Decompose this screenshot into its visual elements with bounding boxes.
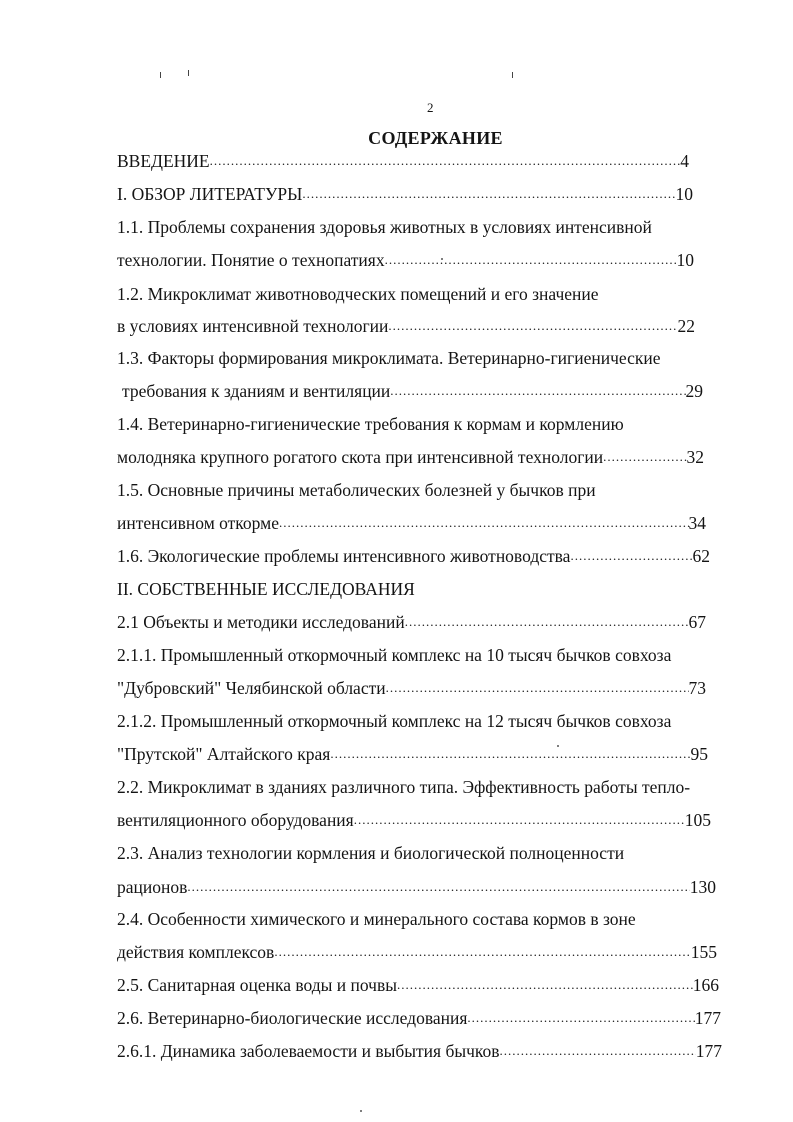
toc-page-number: 10 — [675, 184, 693, 204]
toc-page-number: 105 — [684, 810, 711, 830]
toc-entry-2-6-1[interactable] — [117, 1040, 722, 1062]
toc-entry-2-3-line1[interactable]: 2.3. Анализ технологии кормления и биологической полноценности — [117, 843, 625, 863]
toc-entry-text: молодняка крупного рогатого скота при интенсивной технологии — [117, 447, 604, 467]
toc-page-number: 34 — [688, 513, 706, 533]
toc-page-number: 62 — [692, 546, 710, 566]
toc-page-number: 32 — [686, 447, 704, 467]
toc-entry-text: "Дубровский" Челябинской области — [117, 678, 386, 698]
toc-leader — [570, 545, 692, 567]
toc-page-number: 95 — [690, 744, 708, 764]
toc-leader — [388, 315, 677, 337]
toc-entry-text: 2.5. Санитарная оценка воды и почвы — [117, 975, 398, 995]
scan-mark — [188, 70, 189, 76]
toc-leader — [386, 677, 689, 699]
toc-entry-2-2[interactable] — [117, 809, 711, 831]
toc-entry-intro[interactable] — [117, 150, 689, 172]
toc-page-number: 130 — [689, 877, 716, 897]
toc-leader — [405, 611, 689, 633]
toc-entry-text: технологии. Понятие о технопатиях — [117, 250, 385, 270]
toc-entry-2-1[interactable] — [117, 611, 706, 633]
toc-entry-1-6[interactable] — [117, 545, 710, 567]
toc-entry-text: ВВЕДЕНИЕ — [117, 151, 210, 171]
toc-entry-1-3[interactable] — [122, 380, 703, 402]
toc-leader — [397, 974, 693, 996]
toc-page-number: 155 — [690, 942, 717, 962]
toc-entry-text: 2.6. Ветеринарно-биологические исследования — [117, 1008, 468, 1028]
toc-page-number: 177 — [695, 1041, 722, 1061]
scan-speck — [360, 1110, 362, 1112]
page-title: СОДЕРЖАНИЕ — [368, 128, 503, 148]
toc-entry-text: 2.1 Объекты и методики исследований — [117, 612, 405, 632]
toc-page-number: 10 — [676, 250, 694, 270]
page-number: 2 — [427, 100, 434, 115]
toc-entry-text: действия комплексов — [117, 942, 275, 962]
toc-entry-2-1-2-line1[interactable]: 2.1.2. Промышленный откормочный комплекс на 12 тысяч бычков совхоза — [117, 711, 672, 731]
toc-entry-1-3-line1[interactable]: 1.3. Факторы формирования микроклимата. Ветеринарно-гигиенические — [117, 348, 661, 368]
toc-leader — [279, 512, 689, 534]
toc-leader — [385, 249, 677, 271]
toc-entry-2-4-line1[interactable]: 2.4. Особенности химического и минерального состава кормов в зоне — [117, 909, 636, 929]
toc-entry-2-1-1-line1[interactable]: 2.1.1. Промышленный откормочный комплекс на 10 тысяч бычков совхоза — [117, 645, 672, 665]
toc-page-number: 4 — [680, 151, 689, 171]
toc-entry-2-4[interactable] — [117, 941, 717, 963]
toc-entry-text: "Прутской" Алтайского края — [117, 744, 331, 764]
toc-entry-1-5[interactable] — [117, 512, 706, 534]
toc-entry-1-4[interactable] — [117, 446, 704, 468]
toc-entry-2-3[interactable] — [117, 876, 716, 898]
toc-page-number: 166 — [692, 975, 719, 995]
toc-page-number: 177 — [694, 1008, 721, 1028]
toc-entry-1-1[interactable] — [117, 249, 694, 271]
toc-page-number: 22 — [677, 316, 695, 336]
toc-entry-text: интенсивном откорме — [117, 513, 279, 533]
toc-entry-2-1-1[interactable] — [117, 677, 706, 699]
toc-leader — [354, 809, 685, 831]
toc-page-number: 29 — [685, 381, 703, 401]
toc-leader — [467, 1007, 694, 1029]
toc-entry-2-5[interactable] — [117, 974, 719, 996]
toc-entry-own-research[interactable]: II. СОБСТВЕННЫЕ ИССЛЕДОВАНИЯ — [117, 579, 415, 599]
toc-entry-text: вентиляционного оборудования — [117, 810, 354, 830]
toc-entry-2-1-2[interactable] — [117, 743, 708, 765]
toc-leader — [603, 446, 686, 468]
toc-entry-literature-review[interactable] — [117, 183, 693, 205]
toc-entry-text: в условиях интенсивной технологии — [117, 316, 389, 336]
toc-entry-2-2-line1[interactable]: 2.2. Микроклимат в зданиях различного типа. Эффективность работы тепло- — [117, 777, 691, 797]
toc-entry-1-1-line1[interactable]: 1.1. Проблемы сохранения здоровья животных в условиях интенсивной — [117, 217, 652, 237]
toc-entry-text: 2.6.1. Динамика заболеваемости и выбытия бычков — [117, 1041, 500, 1061]
toc-entry-1-2[interactable] — [117, 315, 695, 337]
toc-page-number: 73 — [688, 678, 706, 698]
toc-entry-text: рационов — [117, 877, 188, 897]
toc-entry-2-6[interactable] — [117, 1007, 721, 1029]
toc-entry-1-5-line1[interactable]: 1.5. Основные причины метаболических болезней у бычков при — [117, 480, 596, 500]
toc-page-number: 67 — [688, 612, 706, 632]
toc-leader — [302, 183, 675, 205]
toc-entry-text: 1.6. Экологические проблемы интенсивного животноводства — [117, 546, 571, 566]
toc-leader — [330, 743, 690, 765]
toc-leader — [390, 380, 685, 402]
toc-leader — [274, 941, 690, 963]
toc-leader — [187, 876, 689, 898]
toc-entry-1-2-line1[interactable]: 1.2. Микроклимат животноводческих помещений и его значение — [117, 284, 599, 304]
toc-entry-text: требования к зданиям и вентиляции — [122, 381, 391, 401]
toc-leader — [210, 150, 681, 172]
toc-entry-text: I. ОБЗОР ЛИТЕРАТУРЫ — [117, 184, 303, 204]
toc-entry-1-4-line1[interactable]: 1.4. Ветеринарно-гигиенические требования к кормам и кормлению — [117, 414, 624, 434]
scan-mark — [160, 72, 161, 78]
toc-leader — [500, 1040, 696, 1062]
scan-mark — [512, 72, 513, 78]
